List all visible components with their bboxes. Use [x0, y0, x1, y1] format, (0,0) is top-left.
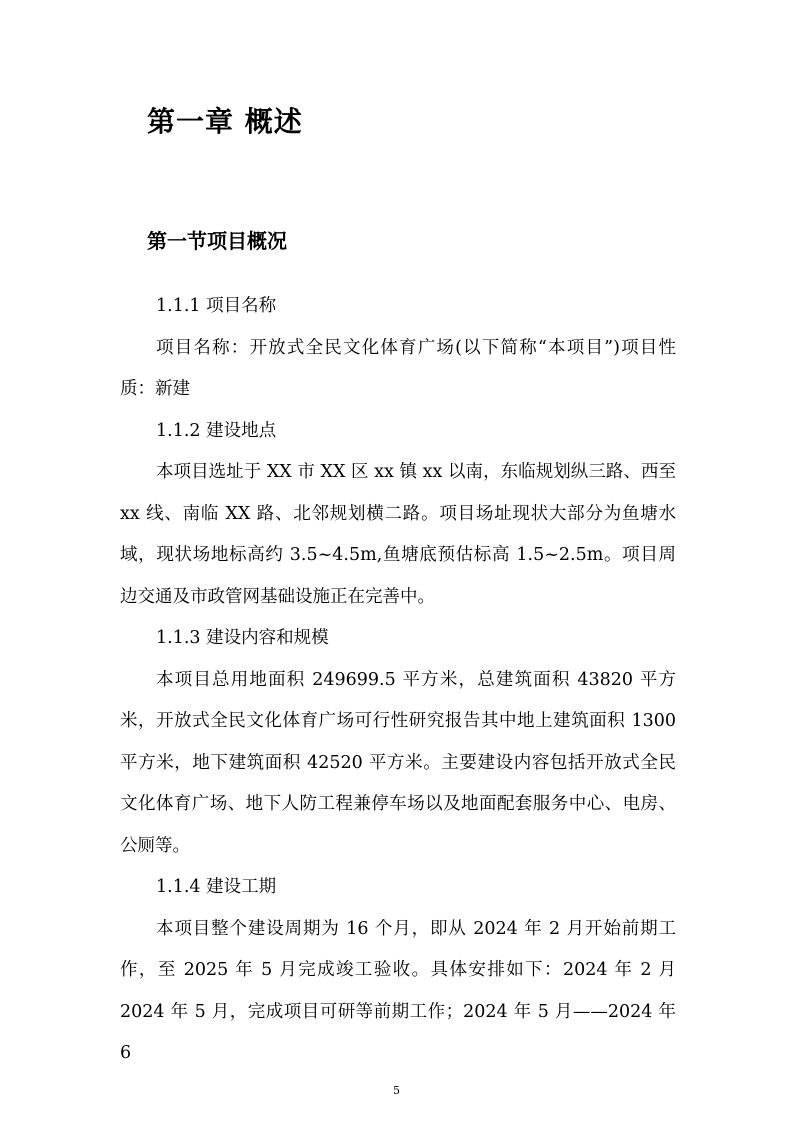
subsection-heading-scale: 1.1.3 建设内容和规模 — [156, 628, 329, 648]
document-body — [120, 286, 676, 1075]
paragraph-period: 本项目整个建设周期为 16 个月，即从 2024 年 2 月开始前期工作，至 2025 年 5 月完成竣工验收。具体安排如下：2024 年 2 月 2024 年 5 月，完成项目可研等前期工作；2024 年 5 月——2024 年 6 — [120, 918, 676, 1063]
subsection-heading-period: 1.1.4 建设工期 — [156, 877, 277, 897]
paragraph-scale: 本项目总用地面积 249699.5 平方米，总建筑面积 43820 平方米，开放式全民文化体育广场可行性研究报告其中地上建筑面积 1300 平方米，地下建筑面积 42520 平方米。主要建设内容包括开放式全民文化体育广场、地下人防工程兼停车场以及地面配套服务中心、电房、公厕等。 — [120, 669, 676, 856]
chapter-title: 第一章 概述 — [147, 105, 303, 138]
paragraph-project-name: 项目名称：开放式全民文化体育广场(以下简称“本项目”)项目性质：新建 — [120, 337, 676, 399]
subsection-heading-project-name: 1.1.1 项目名称 — [156, 296, 277, 316]
paragraph-location: 本项目选址于 XX 市 XX 区 xx 镇 xx 以南，东临规划纵三路、西至 xx 线、南临 XX 路、北邻规划横二路。项目场址现状大部分为鱼塘水域，现状场地标高约 3.5~4.5m,鱼塘底预估标高 1.5~2.5m。项目周边交通及市政管网基础设施正在完善中。 — [120, 462, 676, 607]
page-number: 5 — [393, 1084, 400, 1097]
subsection-heading-location: 1.1.2 建设地点 — [156, 420, 277, 441]
section-title: 第一节项目概况 — [147, 229, 287, 253]
